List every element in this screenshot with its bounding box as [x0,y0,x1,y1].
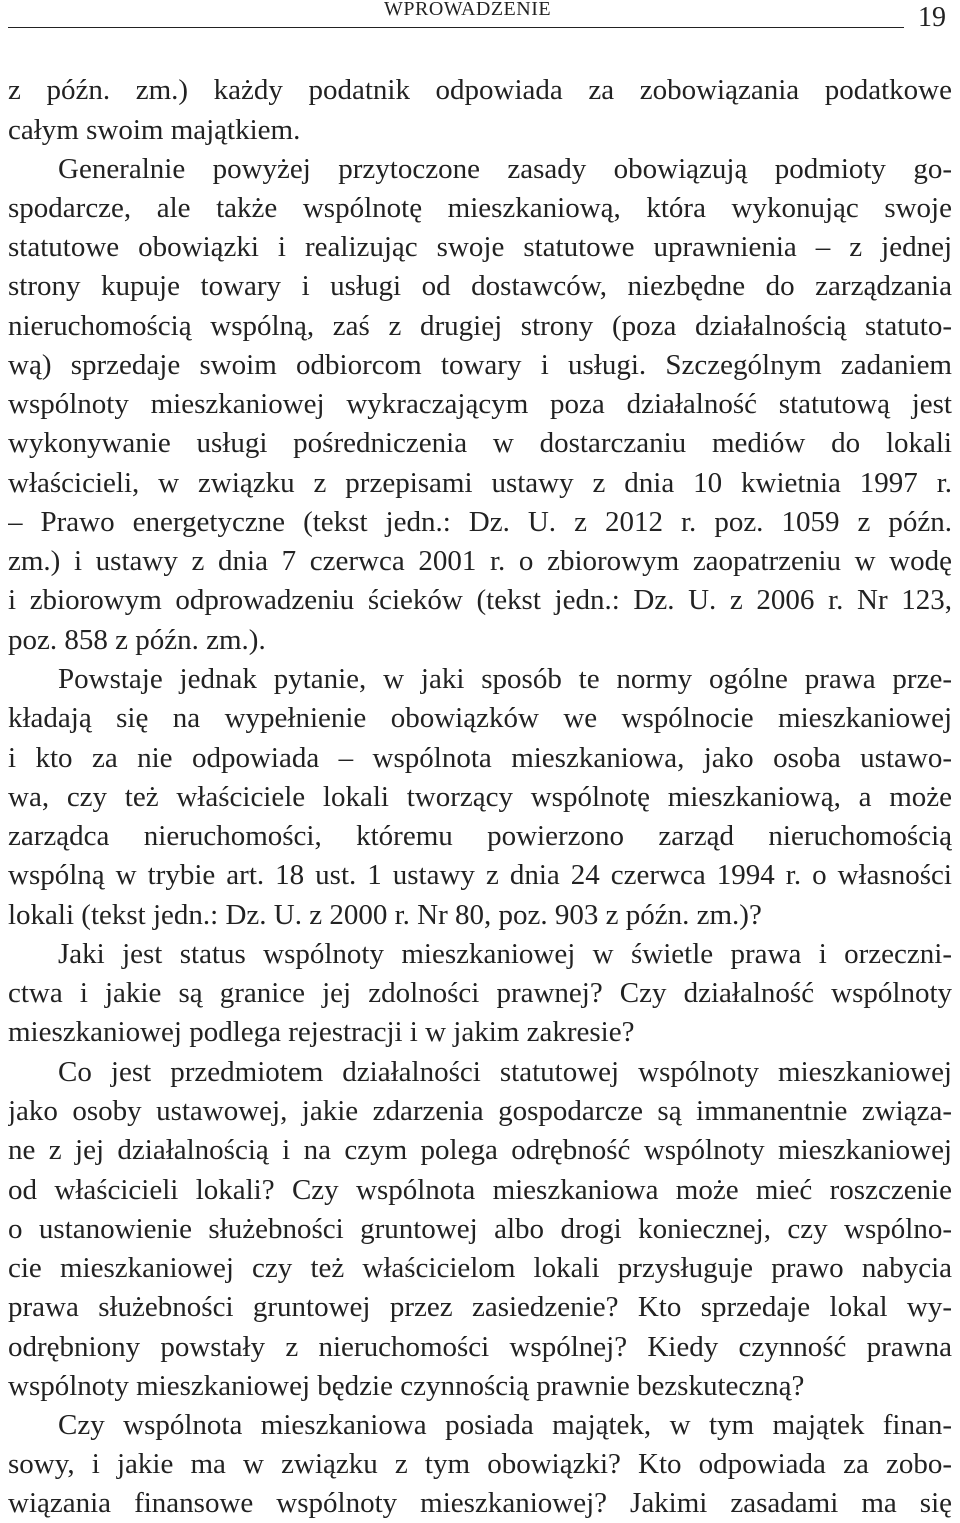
text-line: mieszkaniowej podlega rejestracji i w jakim zakresie? [8,1016,635,1048]
text-line: i kto za nie odpowiada – wspólnota mieszkaniowa, jako osoba ustawo- [8,742,952,774]
header-rule [8,27,904,28]
text-line: zarządca nieruchomości, któremu powierzono zarząd nieruchomością [8,820,952,852]
text-line: wa, czy też właściciele lokali tworzący wspólnotę mieszkaniową, a może [8,781,952,813]
text-line: wspólnoty mieszkaniowej wykraczającym poza działalność statutową jest [8,388,952,420]
text-line: lokali (tekst jedn.: Dz. U. z 2000 r. Nr 80, poz. 903 z późn. zm.)? [8,899,762,931]
running-head-title: WPROWADZENIE [384,0,552,20]
text-line: odrębniony powstały z nieruchomości wspólnej? Kiedy czynność prawna [8,1331,952,1363]
text-line: zm.) i ustawy z dnia 7 czerwca 2001 r. o zbiorowym zaopatrzeniu w wodę [8,545,952,577]
text-line: wą) sprzedaje swoim odbiorcom towary i usługi. Szczególnym zadaniem [8,349,952,381]
text-line: prawa służebności gruntowej przez zasiedzenie? Kto sprzedaje lokal wy- [8,1291,952,1323]
paragraph-start-line: Co jest przedmiotem działalności statutowej wspólnoty mieszkaniowej [58,1056,952,1088]
text-line: ctwa i jakie są granice jej zdolności prawnej? Czy działalność wspólnoty [8,977,952,1009]
text-line: wspólnoty mieszkaniowej będzie czynnością prawnie bezskuteczną? [8,1370,805,1402]
text-line: właścicieli, w związku z przepisami ustawy z dnia 10 kwietnia 1997 r. [8,467,952,499]
text-line: poz. 858 z późn. zm.). [8,624,266,656]
text-line: wspólną w trybie art. 18 ust. 1 ustawy z dnia 24 czerwca 1994 r. o własności [8,859,952,891]
text-line: od właścicieli lokali? Czy wspólnota mieszkaniowa może mieć roszczenie [8,1174,952,1206]
text-line: strony kupuje towary i usługi od dostawców, niezbędne do zarządzania [8,270,952,302]
text-line: całym swoim majątkiem. [8,114,301,146]
text-line: statutowe obowiązki i realizując swoje statutowe uprawnienia – z jednej [8,231,952,263]
text-line: i zbiorowym odprowadzeniu ścieków (tekst jedn.: Dz. U. z 2006 r. Nr 123, [8,584,952,616]
text-line: nieruchomością wspólną, zaś z drugiej strony (poza działalnością statuto- [8,310,952,342]
text-line: z późn. zm.) każdy podatnik odpowiada za zobowiązania podatkowe [8,74,952,106]
text-line: wykonywanie usługi pośredniczenia w dostarczaniu mediów do lokali [8,427,952,459]
text-line: sowy, i jakie ma w związku z tym obowiązki? Kto odpowiada za zobo- [8,1448,952,1480]
text-line: wiązania finansowe wspólnoty mieszkaniowej? Jakimi zasadami ma się [8,1487,952,1519]
text-line: cie mieszkaniowej czy też właścicielom lokali przysługuje prawo nabycia [8,1252,952,1284]
running-head [0,0,960,40]
paragraph-start-line: Czy wspólnota mieszkaniowa posiada majątek, w tym majątek finan- [58,1409,952,1441]
text-line: – Prawo energetyczne (tekst jedn.: Dz. U. z 2012 r. poz. 1059 z późn. [8,506,952,538]
page-number: 19 [918,2,946,33]
text-line: spodarcze, ale także wspólnotę mieszkaniową, która wykonując swoje [8,192,952,224]
text-line: ne z jej działalnością i na czym polega odrębność wspólnoty mieszkaniowej [8,1134,952,1166]
paragraph-start-line: Jaki jest status wspólnoty mieszkaniowej w świetle prawa i orzeczni- [58,938,952,970]
text-line: kładają się na wypełnienie obowiązków we wspólnocie mieszkaniowej [8,702,952,734]
text-line: jako osoby ustawowej, jakie zdarzenia gospodarcze są immanentnie związa- [8,1095,952,1127]
paragraph-start-line: Powstaje jednak pytanie, w jaki sposób te normy ogólne prawa prze- [58,663,952,695]
paragraph-start-line: Generalnie powyżej przytoczone zasady obowiązują podmioty go- [58,153,952,185]
text-line: o ustanowienie służebności gruntowej albo drogi koniecznej, czy wspólno- [8,1213,952,1245]
